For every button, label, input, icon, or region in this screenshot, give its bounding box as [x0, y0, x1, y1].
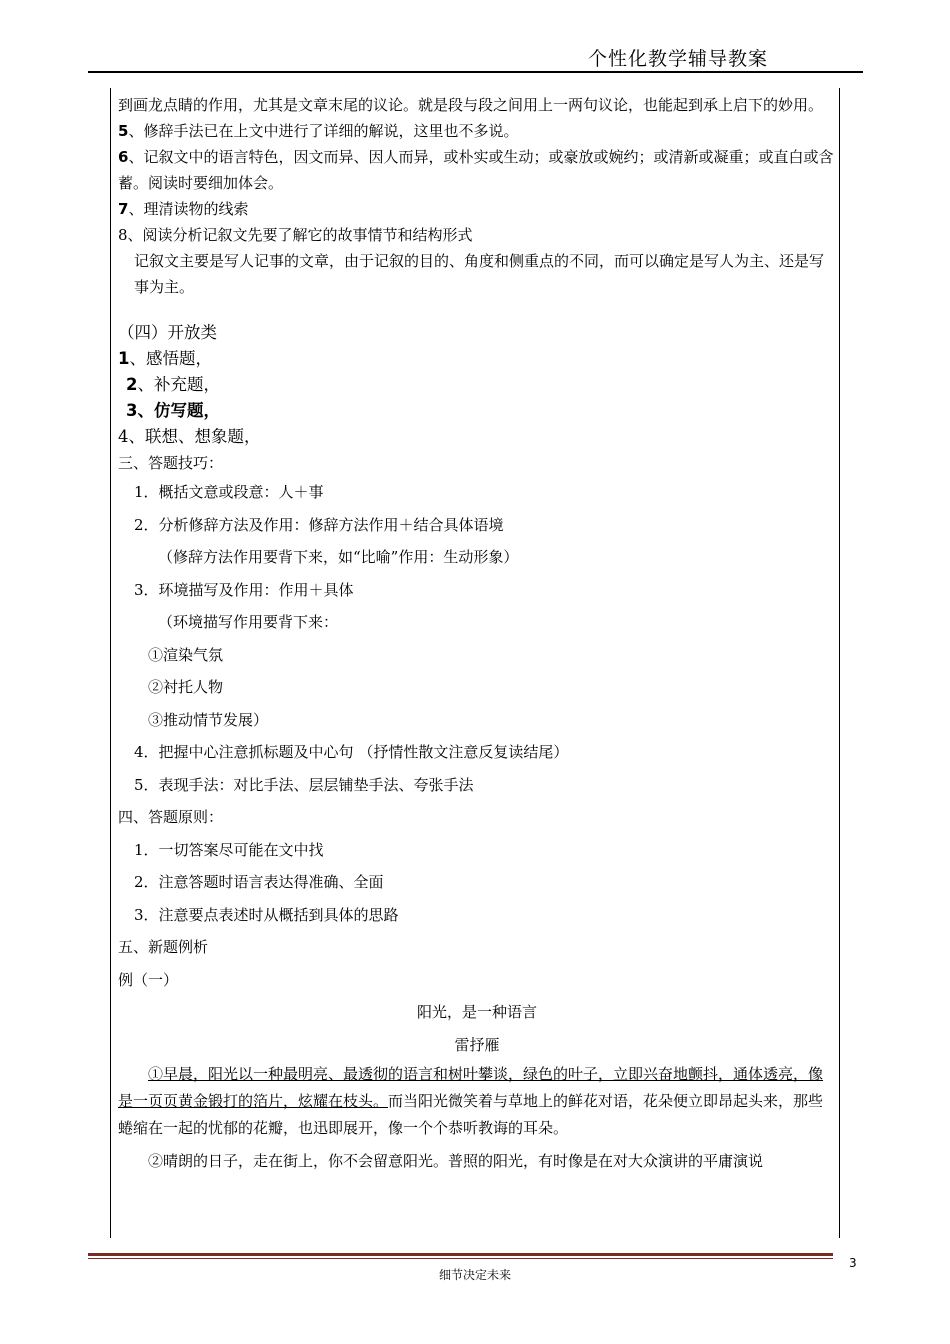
- item-text: 、感悟题，: [129, 349, 212, 368]
- list-item-8: 8、阅读分析记叙文先要了解它的故事情节和结构形式: [118, 226, 473, 244]
- example-label: 例（一）: [118, 970, 179, 989]
- list-item-5: [118, 118, 836, 144]
- page-header-title: 个性化教学辅导教案: [587, 48, 768, 70]
- tip-3-point-a: ①渲染气氛: [148, 645, 224, 664]
- article-paragraph-2: ②晴朗的日子，走在街上，你不会留意阳光。普照的阳光，有时像是在对大众演讲的平庸演说: [148, 1152, 764, 1170]
- list-item-7: [118, 196, 836, 222]
- section-answer-tips-title: 三、答题技巧：: [118, 454, 224, 472]
- table-right-border: [839, 88, 840, 1238]
- item-text: 、修辞手法已在上文中进行了详细的解说，这里也不多说。: [128, 122, 519, 140]
- principle-2: 2．注意答题时语言表达得准确、全面: [134, 873, 384, 891]
- article-title: 阳光，是一种语言: [416, 1003, 537, 1021]
- section-examples-title: 五、新题例析: [118, 938, 209, 956]
- item-number: 1: [118, 349, 130, 368]
- tip-3: 3．环境描写及作用：作用＋具体: [134, 580, 354, 599]
- item-number: 2: [126, 375, 138, 394]
- open-question-4: 4、联想、想象题，: [118, 427, 261, 446]
- article-author: 雷抒雁: [454, 1035, 500, 1054]
- item-number: 3: [126, 401, 138, 420]
- item-text: 、记叙文中的语言特色，因文而异、因人而异，或朴实或生动；或豪放或婉约；或清新或凝重；或直白或含蓄。阅读时要细加体会。: [118, 148, 834, 192]
- footer-divider-thin: [88, 1258, 833, 1259]
- footer-divider: [88, 1253, 833, 1256]
- section-answer-principles-title: 四、答题原则：: [118, 808, 224, 826]
- footer-motto: 细节决定未来: [438, 1268, 511, 1282]
- open-question-1: [118, 346, 836, 372]
- list-item-8-description: 记叙文主要是写人记事的文章，由于记叙的目的、角度和侧重点的不同，而可以确定是写人为主、还是写事为主。: [134, 252, 825, 296]
- item-number: 7: [118, 200, 129, 218]
- tip-3-note: （环境描写作用要背下来：: [158, 613, 339, 631]
- tip-3-point-b: ②衬托人物: [148, 678, 224, 696]
- page-number: 3: [849, 1256, 857, 1270]
- item-text: 、补充题，: [137, 375, 220, 394]
- tip-2: 2．分析修辞方法及作用：修辞方法作用＋结合具体语境: [134, 515, 504, 534]
- tip-5: 5．表现手法：对比手法、层层铺垫手法、夸张手法: [134, 775, 474, 794]
- open-question-2: [118, 372, 836, 398]
- table-left-border: [110, 88, 111, 1238]
- header-divider: [88, 71, 863, 73]
- tip-3-point-c: ③推动情节发展）: [148, 710, 269, 729]
- principle-3: 3．注意要点表述时从概括到具体的思路: [134, 905, 399, 924]
- tip-4: 4．把握中心注意抓标题及中心句 （抒情性散文注意反复读结尾）: [134, 743, 569, 761]
- section-open-questions-title: （四）开放类: [118, 323, 217, 342]
- tip-1: 1．概括文意或段意：人＋事: [134, 483, 324, 501]
- underlined-sentence: ①早晨，阳光以一种最明亮、最透彻的语言和树叶攀谈，绿色的叶子，立即兴奋地颤抖，通体透亮，像是一页页黄金锻打的箔片，炫耀在枝头。: [118, 1065, 824, 1110]
- item-text: 、理清读物的线索: [128, 200, 249, 218]
- paragraph-continued: 到画龙点睛的作用，尤其是文章末尾的议论。就是段与段之间用上一两句议论，也能起到承上启下的妙用。: [118, 96, 824, 114]
- article-paragraph-1: [118, 1061, 836, 1142]
- item-number: 5: [118, 122, 129, 140]
- item-number: 6: [118, 148, 129, 166]
- principle-1: 1．一切答案尽可能在文中找: [134, 840, 324, 859]
- item-text: 、仿写题，: [137, 401, 220, 420]
- open-question-3: [118, 398, 836, 424]
- lesson-content: [118, 92, 836, 1175]
- paragraph-rest: 而当阳光微笑着与草地上的鲜花对语，花朵便立即昂起头来，那些蜷缩在一起的忧郁的花瓣，也迅即展开，像一个个恭听教诲的耳朵。: [118, 1092, 824, 1137]
- tip-2-note: （修辞方法作用要背下来，如“比喻”作用：生动形象）: [158, 548, 519, 566]
- list-item-6: [118, 144, 836, 196]
